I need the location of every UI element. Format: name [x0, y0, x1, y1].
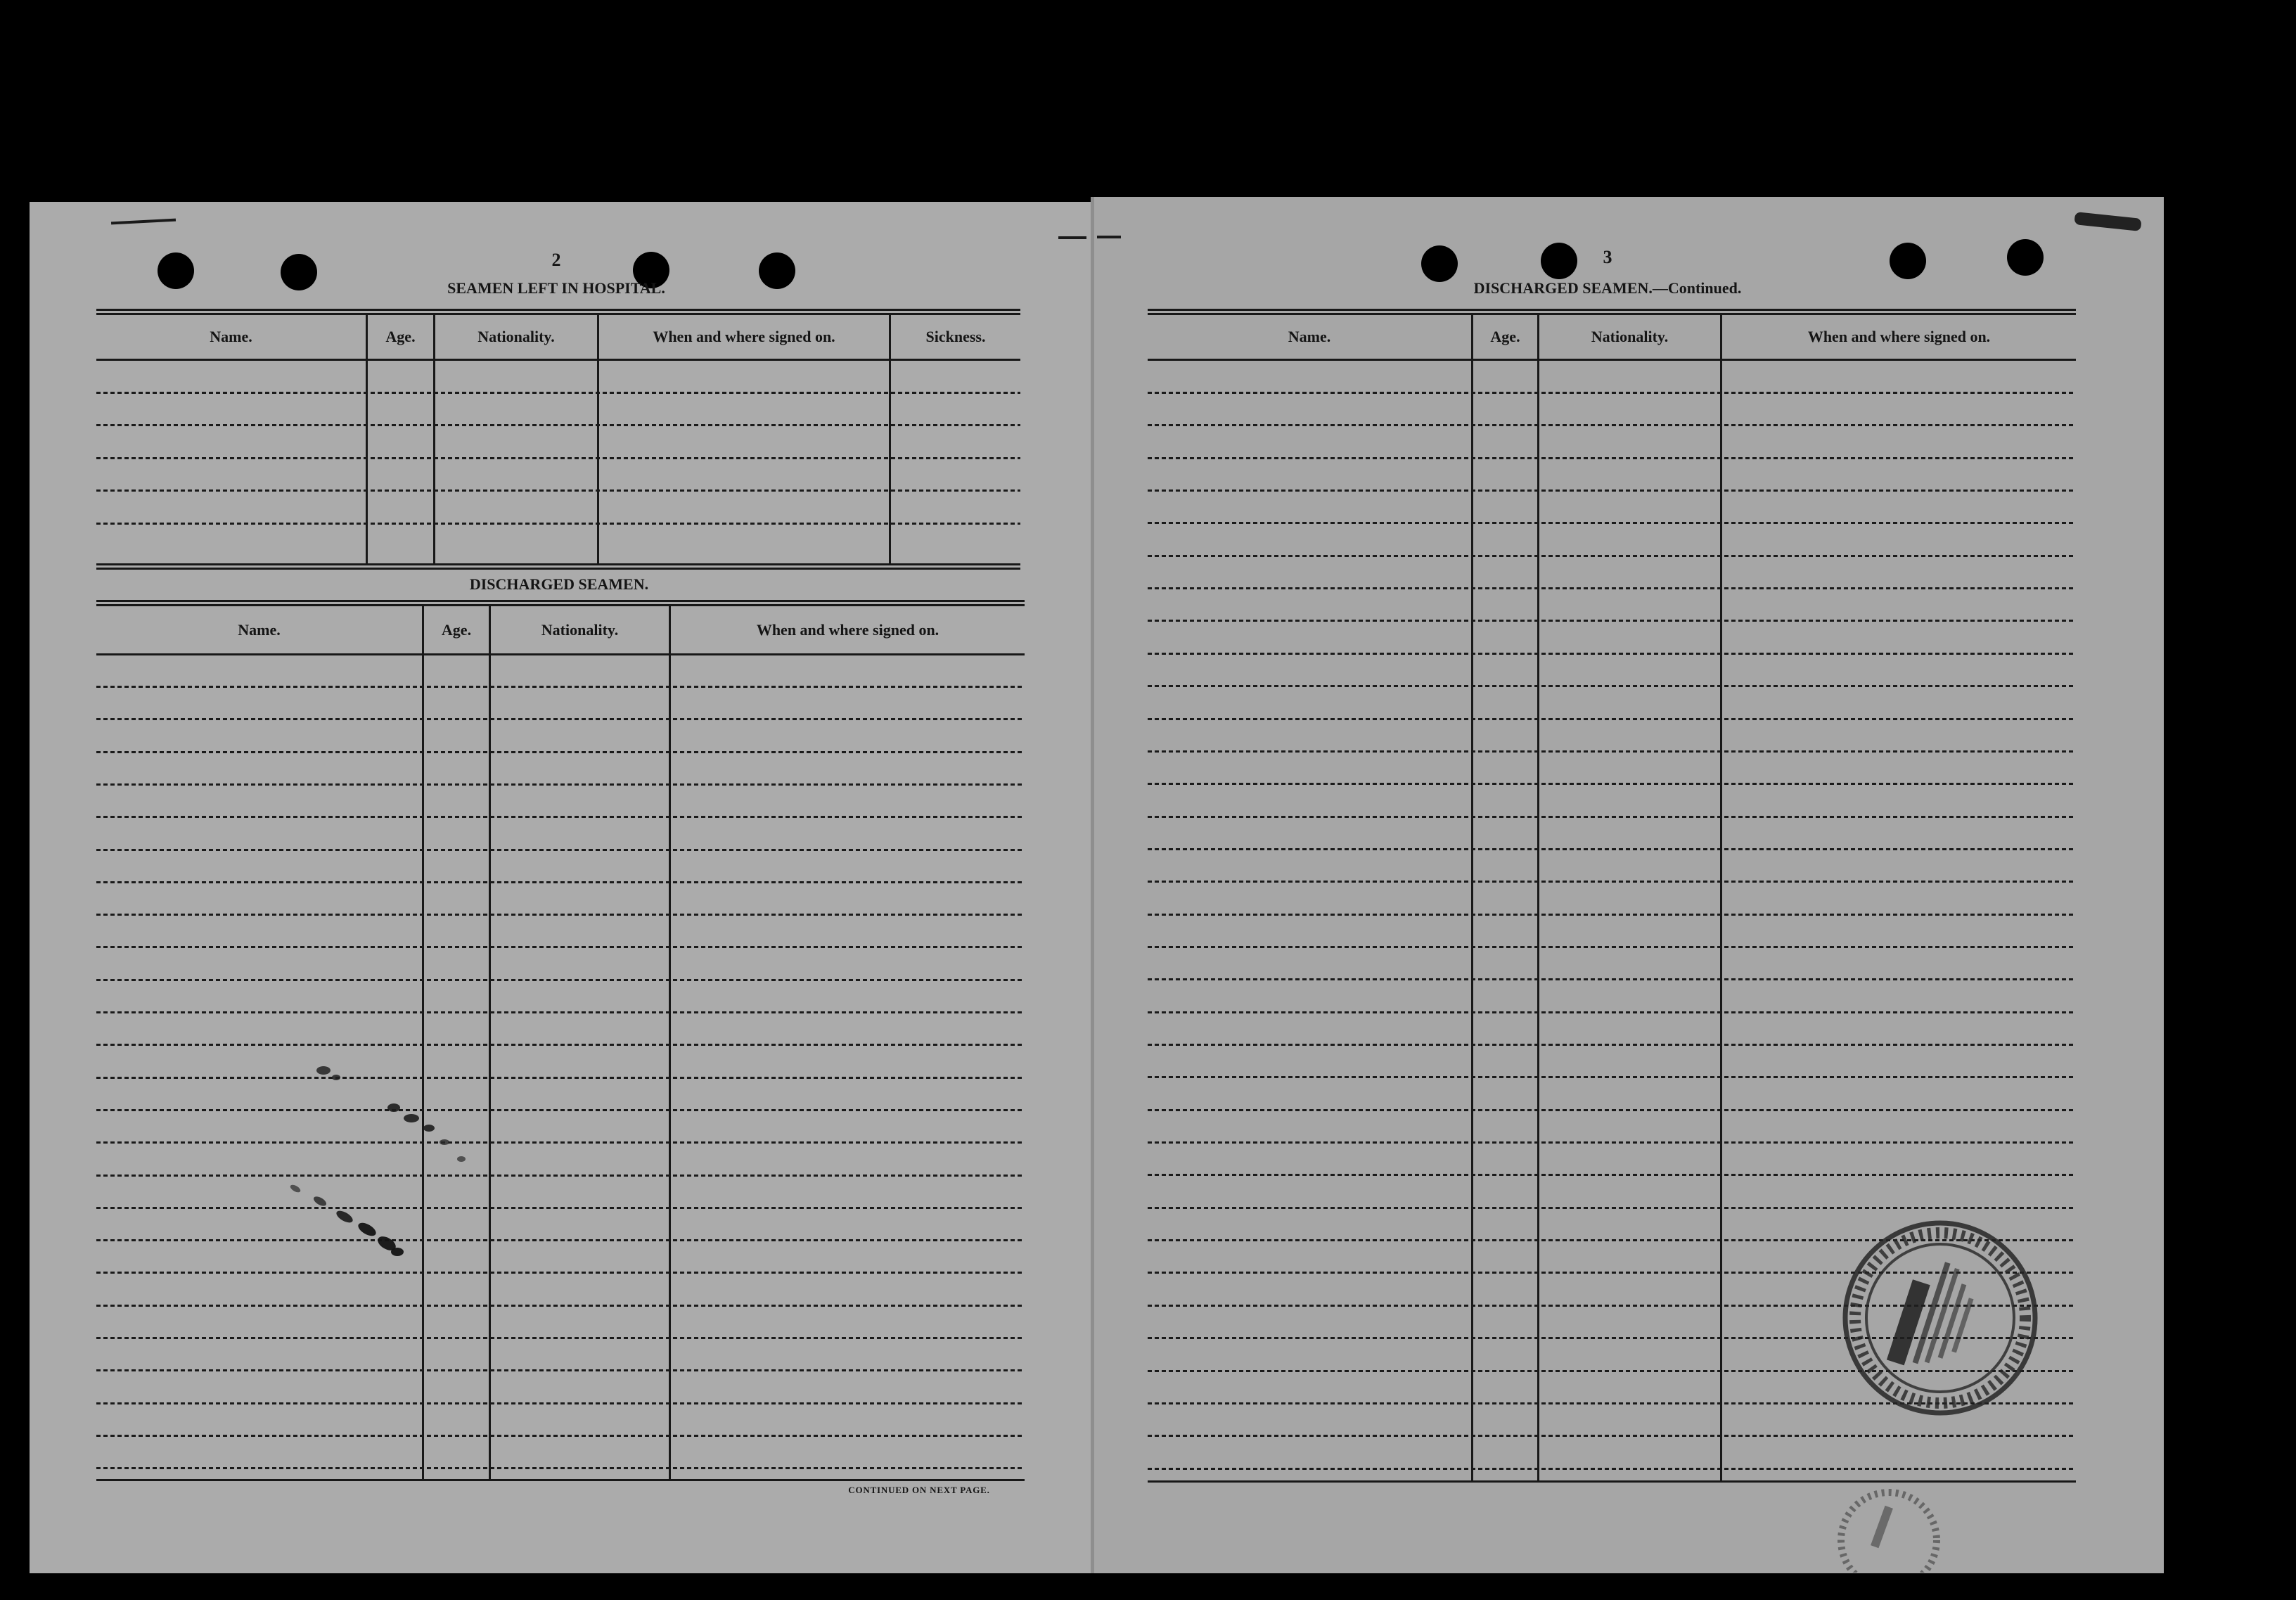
page-number-left: 2 — [551, 250, 561, 270]
punch-hole — [1890, 243, 1926, 279]
continued-note: CONTINUED ON NEXT PAGE. — [848, 1485, 990, 1495]
table-row — [96, 718, 1025, 720]
table-row — [1148, 392, 2076, 394]
stamp-center — [1887, 1254, 1982, 1379]
stamp-date-block — [1887, 1279, 1930, 1365]
table-top-rule — [96, 600, 1025, 602]
table-row — [1148, 816, 2076, 818]
punch-hole — [1421, 245, 1458, 282]
table-row — [1148, 978, 2076, 980]
ink-smudge — [332, 1075, 340, 1080]
table-row — [1148, 946, 2076, 948]
punch-hole — [158, 252, 194, 289]
table-row — [96, 523, 1020, 525]
hospital-table — [96, 309, 1020, 570]
table-row — [96, 686, 1025, 688]
column-header-name: Name. — [1288, 328, 1331, 345]
table-row — [96, 979, 1025, 981]
table-row — [96, 946, 1025, 948]
table-row — [96, 1435, 1025, 1437]
table-row — [1148, 1207, 2076, 1209]
table-bottom-rule — [96, 563, 1020, 565]
table-bottom-rule — [96, 568, 1020, 570]
column-header-age: Age. — [1490, 328, 1520, 345]
table-row — [1148, 489, 2076, 492]
punch-hole — [2007, 239, 2044, 276]
table-row — [96, 1011, 1025, 1013]
column-header-name: Name. — [238, 620, 281, 639]
table-row — [1148, 457, 2076, 459]
table-row — [1148, 881, 2076, 883]
table-row — [1148, 848, 2076, 850]
discharged-continued-title: DISCHARGED SEAMEN.—Continued. — [1473, 279, 1742, 297]
paper-mark — [1097, 236, 1121, 238]
table-row — [96, 1369, 1025, 1371]
table-row — [96, 881, 1025, 883]
table-row — [1148, 718, 2076, 720]
ink-smudge — [391, 1248, 404, 1256]
column-header-age: Age. — [441, 620, 472, 639]
ink-smudge — [312, 1195, 328, 1208]
table-row — [1148, 1076, 2076, 1078]
table-row — [1148, 685, 2076, 687]
table-row — [96, 457, 1020, 459]
table-top-rule — [96, 309, 1020, 311]
header-bottom-rule — [1148, 359, 2076, 361]
postmark-stamp — [1835, 1212, 2046, 1423]
column-header-nationality: Nationality. — [1591, 328, 1669, 345]
column-header-signed-on: When and where signed on. — [1807, 328, 1991, 345]
table-row — [1148, 1435, 2076, 1437]
table-row — [1148, 1044, 2076, 1046]
ink-smudge — [316, 1066, 331, 1075]
hospital-table-title: SEAMEN LEFT IN HOSPITAL. — [447, 279, 665, 297]
ink-smudge — [404, 1114, 419, 1122]
table-top-rule — [1148, 309, 2076, 311]
partial-stamp — [1833, 1480, 1952, 1573]
column-header-age: Age. — [385, 328, 416, 345]
column-header-name: Name. — [210, 328, 252, 345]
table-row — [1148, 1011, 2076, 1013]
table-row — [1148, 424, 2076, 426]
table-bottom-rule — [96, 1479, 1025, 1481]
table-row — [1148, 783, 2076, 785]
discharged-table-title: DISCHARGED SEAMEN. — [469, 575, 649, 593]
ink-smudge — [387, 1103, 400, 1112]
table-row — [96, 751, 1025, 753]
ink-smudge — [335, 1208, 355, 1224]
ink-smudges — [253, 1041, 605, 1294]
table-row — [96, 1305, 1025, 1307]
column-header-signed-on: When and where signed on. — [653, 328, 835, 345]
table-row — [1148, 914, 2076, 916]
ink-smudge — [440, 1139, 449, 1145]
table-row — [96, 489, 1020, 492]
header-bottom-rule — [96, 359, 1020, 361]
table-row — [1148, 750, 2076, 753]
table-row — [1148, 1141, 2076, 1144]
column-divider — [669, 606, 671, 1479]
table-row — [1148, 587, 2076, 589]
column-header-sickness: Sickness. — [925, 328, 986, 345]
table-row — [96, 849, 1025, 851]
table-row — [1148, 653, 2076, 655]
ink-smudge — [356, 1220, 378, 1239]
table-row — [1148, 555, 2076, 557]
ink-smudge — [289, 1184, 302, 1194]
table-row — [1148, 1468, 2076, 1470]
header-bottom-rule — [96, 653, 1025, 655]
ink-smudge — [423, 1125, 435, 1132]
paper-mark — [1058, 236, 1086, 239]
table-row — [1148, 1174, 2076, 1176]
column-header-nationality: Nationality. — [477, 328, 555, 345]
table-row — [96, 392, 1020, 394]
table-row — [96, 914, 1025, 916]
stamp-outer-ring — [1841, 1492, 1937, 1573]
ink-smudge — [457, 1156, 466, 1162]
page-fold — [1091, 197, 1094, 1573]
column-header-nationality: Nationality. — [541, 620, 619, 639]
table-row — [96, 1467, 1025, 1469]
table-row — [96, 783, 1025, 786]
table-row — [96, 816, 1025, 818]
column-header-signed-on: When and where signed on. — [756, 620, 939, 639]
page-number-right: 3 — [1603, 247, 1612, 267]
table-row — [96, 1402, 1025, 1404]
stamp-text-line — [1871, 1506, 1893, 1548]
table-row — [1148, 620, 2076, 622]
table-row — [96, 424, 1020, 426]
table-row — [1148, 1109, 2076, 1111]
table-row — [1148, 522, 2076, 524]
table-row — [96, 1337, 1025, 1339]
